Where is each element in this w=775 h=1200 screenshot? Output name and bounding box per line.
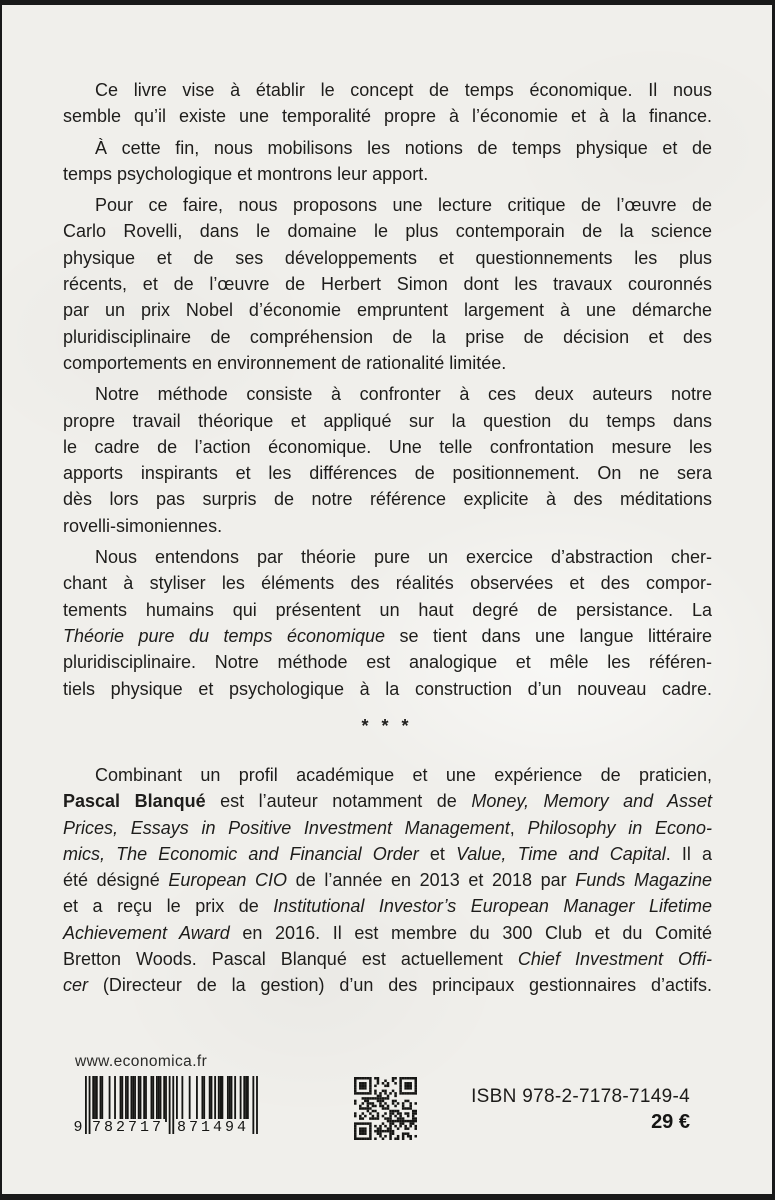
paragraph bbox=[63, 381, 712, 539]
text-line bbox=[63, 762, 712, 788]
text-line bbox=[63, 297, 712, 323]
italic-text: Money, Memory and Asset bbox=[471, 791, 712, 812]
text-line bbox=[63, 245, 712, 271]
text-run: est l’auteur notamment de bbox=[205, 791, 472, 812]
paragraph bbox=[63, 544, 712, 702]
text-line bbox=[63, 324, 712, 350]
barcode-digit-prefix: 9 bbox=[73, 1119, 83, 1136]
italic-text: Funds Magazine bbox=[575, 870, 713, 891]
text-run: . Il a bbox=[665, 843, 713, 864]
text-run: tiels physique et psychologique à la construction d’un nouveau cadre. bbox=[63, 678, 712, 699]
italic-text: Philosophy in Econo- bbox=[527, 817, 712, 838]
text-line bbox=[63, 460, 712, 486]
text-run: dès lors pas surpris de notre référence explicite à des méditations bbox=[63, 489, 712, 510]
italic-text: Théorie pure du temps économique bbox=[63, 625, 386, 646]
text-line bbox=[63, 434, 712, 460]
text-line bbox=[63, 893, 712, 919]
text-run: et a reçu le prix de bbox=[63, 896, 274, 917]
text-run: Pour ce faire, nous proposons une lecture critique de l’œuvre de bbox=[95, 195, 712, 216]
text-line bbox=[63, 815, 712, 841]
text-line bbox=[63, 676, 712, 702]
text-line bbox=[63, 408, 712, 434]
text-line bbox=[63, 103, 712, 129]
text-line bbox=[63, 381, 712, 407]
qr-code bbox=[354, 1077, 417, 1140]
text-line bbox=[63, 271, 712, 297]
text-line bbox=[63, 788, 712, 814]
text-line bbox=[63, 946, 712, 972]
text-line bbox=[63, 867, 712, 893]
publisher-website: www.economica.fr bbox=[75, 1053, 208, 1070]
text-run: Combinant un profil académique et une expérience de praticien, bbox=[95, 765, 712, 785]
text-line bbox=[63, 570, 712, 596]
text-run: À cette fin, nous mobilisons les notions de temps physique et de bbox=[95, 137, 712, 158]
text-run: été désigné bbox=[63, 870, 169, 891]
text-run: tements humains qui présentent un haut degré de persistance. La bbox=[63, 599, 712, 620]
text-run: apports inspirants et les différences de positionnement. On ne sera bbox=[63, 463, 712, 484]
text-run: pluridisciplinaire de compréhension de la prise de décision et des bbox=[63, 326, 712, 347]
text-run: récents, et de l’œuvre de Herbert Simon dont les travaux couronnés bbox=[63, 274, 712, 295]
paragraph bbox=[63, 192, 712, 376]
text-run: Ce livre vise à établir le concept de temps économique. Il nous bbox=[95, 80, 712, 100]
text-line bbox=[63, 513, 712, 539]
italic-text: mics, The Economic and Financial Order bbox=[63, 843, 419, 864]
paragraph bbox=[63, 135, 712, 188]
text-run: comportements en environnement de rationalité limitée. bbox=[63, 352, 507, 373]
italic-text: Value, Time and Capital bbox=[456, 843, 666, 864]
text-line bbox=[63, 350, 712, 376]
text-run: et bbox=[418, 843, 457, 864]
text-run: Carlo Rovelli, dans le domaine le plus contemporain de la science bbox=[63, 221, 712, 242]
text-run: temps psychologique et montrons leur apport. bbox=[63, 163, 429, 184]
text-run: propre travail théorique et appliqué sur la question du temps dans bbox=[63, 410, 712, 431]
italic-text: European CIO bbox=[168, 870, 288, 891]
text-line bbox=[63, 192, 712, 218]
text-line bbox=[63, 841, 712, 867]
author-bio bbox=[63, 762, 712, 1004]
text-line bbox=[63, 544, 712, 570]
text-line bbox=[63, 623, 712, 649]
text-run: physique et de ses développements et questionnements les plus bbox=[63, 247, 712, 268]
text-line bbox=[63, 597, 712, 623]
text-line bbox=[63, 161, 712, 187]
text-run: par un prix Nobel d’économie empruntent largement à une démarche bbox=[63, 300, 712, 321]
paragraph bbox=[63, 77, 712, 130]
barcode-digits bbox=[72, 1119, 264, 1136]
barcode-digits-right: 871494 bbox=[176, 1119, 249, 1136]
text-run: Notre méthode consiste à confronter à ces deux auteurs notre bbox=[95, 384, 712, 405]
synopsis-text bbox=[63, 77, 712, 707]
italic-text: Prices, Essays in Positive Investment Management bbox=[63, 817, 510, 838]
text-line bbox=[63, 218, 712, 244]
text-run: semble qu’il existe une temporalité propre à l’économie et à la finance. bbox=[63, 106, 712, 127]
italic-text: Achievement Award bbox=[63, 922, 230, 943]
text-run: se tient dans une langue littéraire bbox=[385, 625, 712, 646]
ean-barcode bbox=[72, 1076, 264, 1140]
text-line bbox=[63, 649, 712, 675]
text-run: chant à styliser les éléments des réalités observées et des compor- bbox=[63, 573, 712, 594]
paragraph bbox=[63, 762, 712, 999]
text-line bbox=[63, 972, 712, 998]
text-run: Nous entendons par théorie pure un exercice d’abstraction cher- bbox=[95, 547, 712, 568]
text-run: de l’année en 2013 et 2018 par bbox=[287, 870, 576, 891]
text-run: pluridisciplinaire. Notre méthode est analogique et mêle les référen- bbox=[63, 652, 712, 673]
text-line bbox=[63, 920, 712, 946]
text-run: (Directeur de la gestion) d’un des principaux gestionnaires d’actifs. bbox=[88, 975, 712, 996]
text-run: , bbox=[509, 817, 528, 838]
text-line bbox=[63, 77, 712, 103]
text-run: rovelli-simoniennes. bbox=[63, 515, 223, 536]
price: 29 € bbox=[651, 1111, 690, 1133]
text-line bbox=[63, 135, 712, 161]
text-line bbox=[63, 486, 712, 512]
bold-text: Pascal Blanqué bbox=[63, 791, 206, 812]
italic-text: cer bbox=[63, 975, 89, 996]
isbn-number: ISBN 978-2-7178-7149-4 bbox=[471, 1086, 690, 1107]
barcode-digits-left: 782717 bbox=[91, 1119, 164, 1136]
text-run: Bretton Woods. Pascal Blanqué est actuellement bbox=[63, 949, 518, 970]
text-run: le cadre de l’action économique. Une telle confrontation mesure les bbox=[63, 436, 712, 457]
text-run: en 2016. Il est membre du 300 Club et du Comité bbox=[229, 922, 712, 943]
italic-text: Chief Investment Offi- bbox=[517, 949, 712, 970]
italic-text: Institutional Investor’s European Manager Lifetime bbox=[273, 896, 712, 917]
section-separator: * * * bbox=[361, 716, 413, 736]
